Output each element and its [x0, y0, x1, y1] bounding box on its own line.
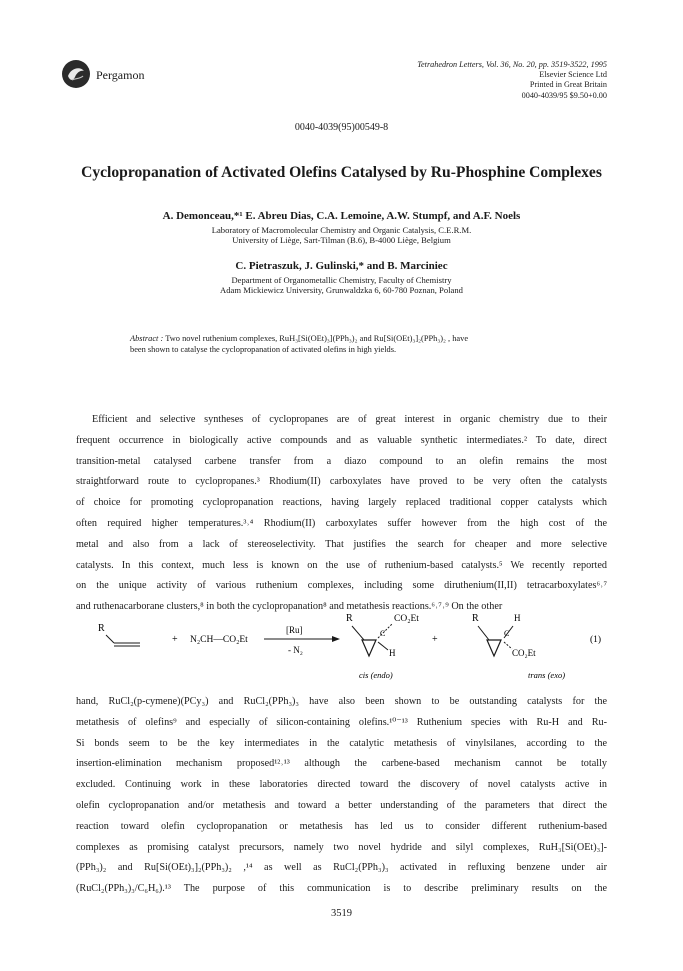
- trans-cyclopropane-ring: [487, 640, 501, 656]
- cis-h-bond: [378, 642, 388, 650]
- trans-co2et-label: CO₂Et: [512, 648, 536, 658]
- diazo-reagent: N₂CH—CO₂Et: [190, 635, 248, 645]
- text-line: excluded. Continuing work in these laboratories directed toward the discovery of novel catalysts active in: [76, 779, 607, 791]
- cis-c-label: C: [380, 629, 386, 638]
- authors-group-1: A. Demonceau,*¹ E. Abreu Dias, C.A. Lemoine, A.W. Stumpf, and A.F. Noels: [162, 210, 521, 222]
- cis-cyclopropane-ring: [362, 640, 376, 656]
- citation-block: [307, 60, 607, 101]
- publisher-logo-icon: [62, 60, 90, 88]
- text-line: metathesis of olefins⁹ and especially of silicon-containing olefins.¹⁰⁻¹³ Ruthenium species with Ru-H and Ru-: [76, 716, 607, 728]
- trans-ester-bond: [504, 642, 512, 649]
- text-line: frequent occurrence in biologically active compounds and as valuable synthetic intermediates.² To date, direct: [76, 434, 607, 446]
- trans-r-bond: [478, 626, 489, 640]
- plus-sign: +: [432, 634, 438, 645]
- paper-title: Cyclopropanation of Activated Olefins Catalysed by Ru-Phosphine Complexes: [81, 164, 602, 181]
- text-line: often required higher temperatures.³˒⁴ Rhodium(II) carboxylates suffer however from the high cost of the: [76, 517, 607, 529]
- reaction-scheme: [76, 606, 607, 686]
- abstract-lead: Abstract :: [130, 334, 164, 343]
- publisher-name: Pergamon: [96, 68, 145, 82]
- affiliation-1-line-1: Laboratory of Macromolecular Chemistry and Organic Catalysis, C.E.R.M.: [211, 225, 472, 235]
- text-line: (PPh₃)₂ and Ru[Si(OEt)₃]₂(PPh₃)₂ ,¹⁴ as well as RuCl₂(PPh₃)₃ activated in refluxing benzene under air: [76, 862, 607, 874]
- body-paragraph-1: [76, 410, 607, 618]
- text-line: hand, RuCl₂(p-cymene)(PCy₃) and RuCl₂(PPh₃)₃ have also been shown to be outstanding catalysts for the: [76, 696, 607, 707]
- cis-co2et-label: CO₂Et: [394, 614, 419, 624]
- page-number: 3519: [331, 908, 352, 919]
- cis-r-label: R: [346, 613, 353, 624]
- cis-label: cis (endo): [359, 670, 393, 680]
- olefin-bond: [106, 635, 114, 643]
- authors-group-2: C. Pietraszuk, J. Gulinski,* and B. Marciniec: [235, 260, 448, 272]
- text-line: catalysts. In this context, much less is known on the use of ruthenium-based catalysts.⁵ We recently reported: [76, 559, 607, 571]
- trans-r-label: R: [472, 613, 479, 624]
- text-line: metal and also from a lack of stereoselectivity. That justifies the search for cheaper and more selective: [76, 538, 607, 550]
- price-code: 0040-4039/95 $9.50+0.00: [521, 90, 607, 100]
- text-line: and ruthenacarborane clusters,⁸ in both the cyclopropanation⁸ and metathesis reactions.⁶˒⁷˒⁹ On the other: [76, 601, 503, 613]
- text-line: insertion-elimination mechanism proposed¹²˒¹³ although the carbene-based mechanism cannot be totally: [76, 758, 607, 770]
- trans-c-label: C: [504, 629, 510, 638]
- body-paragraph-2: [76, 692, 607, 900]
- text-line: Efficient and selective syntheses of cyclopropanes are of great interest in organic chemistry due to their: [92, 414, 607, 425]
- abstract-line-2: been shown to catalyse the cyclopropanation of activated olefins in high yields.: [130, 345, 397, 354]
- trans-label: trans (exo): [528, 670, 566, 680]
- text-line: on the unique activity of various ruthenium complexes, including some diruthenium(II,II) tetracarboxylates⁶˒⁷: [76, 580, 607, 592]
- journal-citation: Tetrahedron Letters, Vol. 36, No. 20, pp. 3519-3522, 1995: [417, 60, 607, 69]
- abstract: [130, 333, 560, 355]
- text-line: transition-metal catalysed carbene transfer from a diazo compound to an olefin remains the most: [76, 455, 607, 467]
- abstract-line-1: Two novel ruthenium complexes, RuH₃[Si(OEt)₃](PPh₃)₂ and Ru[Si(OEt)₃]₂(PPh₃)₂ , have: [165, 334, 469, 343]
- affiliation-2: [40, 275, 643, 295]
- minus-n2-label: - N₂: [288, 645, 303, 655]
- plus-sign: +: [172, 634, 178, 645]
- text-line: of choice for promoting cyclopropanation reactions, having largely replaced traditional copper catalysts which: [76, 497, 607, 509]
- affiliation-1: [40, 225, 643, 245]
- text-line: straightforward route to cyclopropanes.³ Rhodium(II) carboxylates have proved to be very often the catalysts: [76, 476, 607, 488]
- olefin-r-label: R: [98, 623, 105, 634]
- text-line: Si bonds seem to be the key intermediates in the catalytic metathesis of vinylsilanes, according to the: [76, 737, 607, 749]
- text-line: olefin cyclopropanation and/or metathesis and toward a better understanding of the parameters that direct the: [76, 799, 607, 811]
- publisher-line: Elsevier Science Ltd: [539, 70, 607, 80]
- text-line: reaction toward olefin cyclopropanation or metathesis has led us to consider different ruthenium-based: [76, 820, 607, 832]
- catalyst-label: [Ru]: [286, 625, 303, 635]
- printed-line: Printed in Great Britain: [529, 80, 607, 90]
- text-line: (RuCl₂(PPh₃)₃/C₆H₆).¹³ The purpose of this communication is to describe preliminary results on the: [76, 883, 607, 895]
- cis-r-bond: [352, 626, 364, 640]
- affiliation-2-line-1: Department of Organometallic Chemistry, Faculty of Chemistry: [231, 275, 452, 285]
- equation-number: (1): [590, 635, 602, 645]
- pii-code: 0040-4039(95)00549-8: [294, 122, 389, 133]
- text-line: complexes as promising catalyst precursors, namely two novel hydride and silyl complexes, RuH₃[Si(OEt)₃]-: [76, 841, 607, 853]
- trans-h-label: H: [514, 613, 521, 623]
- affiliation-2-line-2: Adam Mickiewicz University, Grunwaldzka 6, 60-780 Poznan, Poland: [220, 285, 463, 296]
- affiliation-1-line-2: University of Liège, Sart-Tilman (B.6), B-4000 Liège, Belgium: [232, 235, 451, 246]
- cis-h-label: H: [389, 648, 396, 658]
- arrow-head-icon: [332, 636, 340, 642]
